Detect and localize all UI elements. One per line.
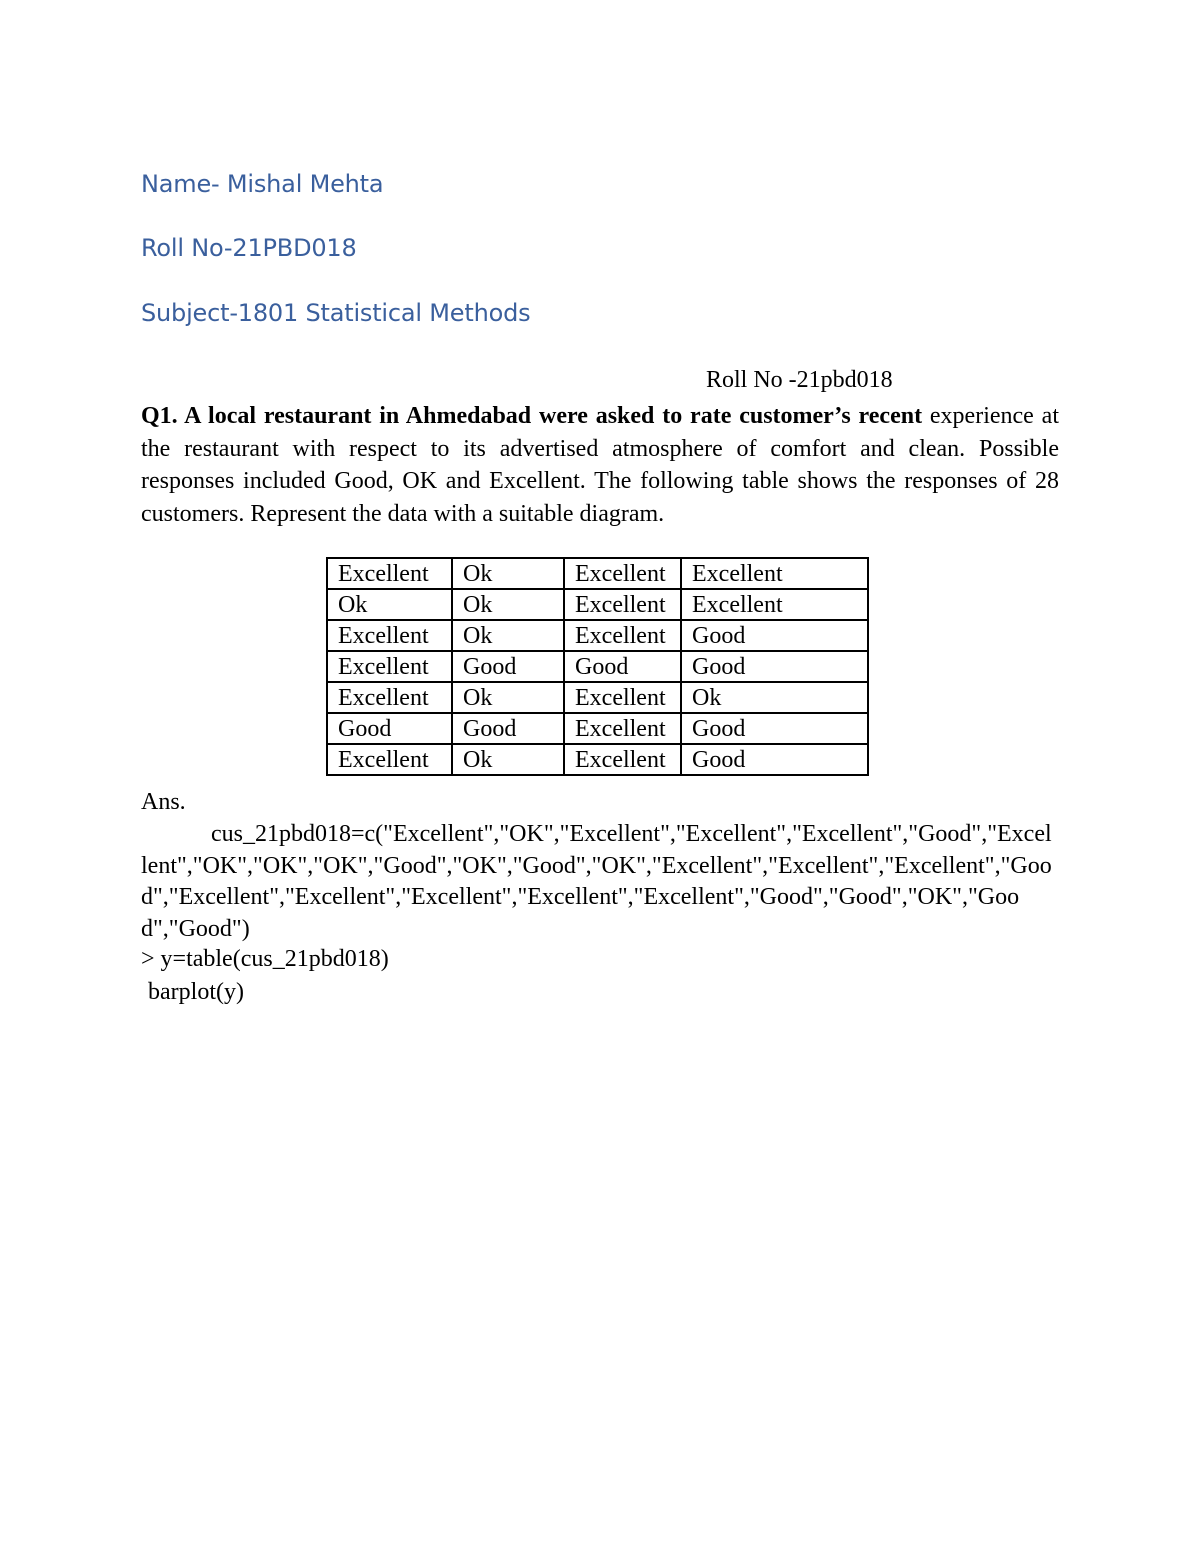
table-cell: Good [681, 620, 868, 651]
table-cell: Excellent [564, 682, 681, 713]
table-row [327, 620, 868, 651]
table-cell: Good [452, 651, 564, 682]
question-body: experience at the restaurant with respect to its advertised atmosphere of comfort and clean. Possible responses included Good, OK and Excellent. The following table shows the responses of 28 customers. Represent the data with a suitable diagram. [141, 403, 1059, 527]
table-row [327, 713, 868, 744]
table-cell: Ok [452, 682, 564, 713]
table-cell: Good [327, 713, 452, 744]
table-cell: Excellent [327, 651, 452, 682]
table-cell: Good [681, 651, 868, 682]
table-cell: Excellent [327, 682, 452, 713]
table-cell: Good [452, 713, 564, 744]
table-cell: Good [681, 713, 868, 744]
answer-label: Ans. [141, 789, 186, 815]
table-cell: Ok [327, 589, 452, 620]
table-cell: Ok [681, 682, 868, 713]
table-row [327, 558, 868, 589]
table-cell: Excellent [564, 744, 681, 775]
table-row [327, 651, 868, 682]
table-cell: Ok [452, 744, 564, 775]
table-cell: Ok [452, 589, 564, 620]
answer-code: cus_21pbd018=c("Excellent","OK","Excellent","Excellent","Excellent","Good","Excellent","OK","OK","OK","Good","OK","Good","OK","Excellent","Excellent","Excellent","Good","Excellent","Excellent","Excellent","Excellent","Excellent","Good","Good","OK","Good","Good") [141, 821, 1052, 942]
question-text [141, 400, 1059, 530]
table-cell: Excellent [327, 620, 452, 651]
table-cell: Ok [452, 620, 564, 651]
table-cell: Excellent [681, 589, 868, 620]
table-cell: Good [681, 744, 868, 775]
subject-line: Subject-1801 Statistical Methods [141, 299, 531, 327]
barplot-command: barplot(y) [148, 979, 244, 1005]
table-cell: Excellent [564, 713, 681, 744]
student-name: Name- Mishal Mehta [141, 170, 384, 198]
roll-number-right: Roll No -21pbd018 [706, 367, 893, 393]
table-row [327, 682, 868, 713]
table-cell: Excellent [564, 558, 681, 589]
table-cell: Good [564, 651, 681, 682]
student-roll-number: Roll No-21PBD018 [141, 234, 357, 262]
table-row [327, 744, 868, 775]
table-cell: Excellent [564, 589, 681, 620]
table-row [327, 589, 868, 620]
table-cell: Excellent [327, 558, 452, 589]
ratings-table [326, 557, 869, 776]
table-cell: Ok [452, 558, 564, 589]
table-cell: Excellent [327, 744, 452, 775]
table-command: > y=table(cus_21pbd018) [141, 946, 389, 972]
table-cell: Excellent [681, 558, 868, 589]
table-cell: Excellent [564, 620, 681, 651]
question-lead: Q1. A local restaurant in Ahmedabad were asked to rate customer’s recent [141, 403, 923, 429]
